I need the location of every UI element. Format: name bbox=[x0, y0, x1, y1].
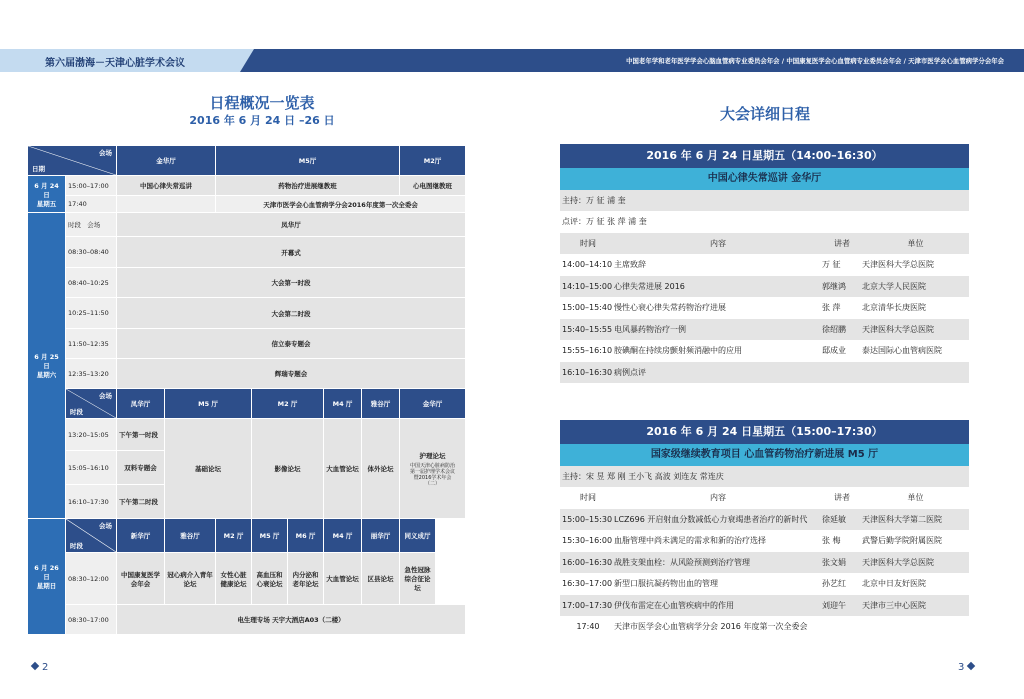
event-cell: 高血压和心衰论坛 bbox=[252, 553, 288, 605]
header-bar bbox=[0, 49, 1024, 72]
table-row bbox=[560, 362, 969, 384]
row-time: 14:10–15:00 bbox=[562, 281, 613, 291]
row-speaker: 孙艺红 bbox=[822, 579, 846, 589]
slot-label: 时段 bbox=[68, 221, 81, 229]
organizers-text: 中国老年学和老年医学学会心脑血管病专业委员会年会 / 中国康复医学会心血管病专业委员会年会 / 天津市医学会心血管病学分会年会 bbox=[626, 57, 1004, 65]
table-header-row bbox=[560, 488, 969, 510]
row-content: 战胜支架血栓：从风险预测到治疗管理 bbox=[614, 557, 750, 567]
table-row bbox=[560, 255, 969, 277]
row-time: 16:00–16:30 bbox=[562, 557, 613, 567]
time-cell: 15:00–17:00 bbox=[66, 176, 117, 196]
table-row bbox=[560, 298, 969, 320]
event-cell: 双料专题会 bbox=[117, 451, 165, 485]
row-unit: 天津医科大学总医院 bbox=[862, 260, 934, 270]
event-cell: 中国康复医学会年会 bbox=[117, 553, 165, 605]
row-time: 15:00–15:30 bbox=[562, 514, 613, 524]
page-number-right bbox=[958, 662, 978, 673]
row-time: 15:30–16:00 bbox=[562, 536, 613, 546]
venue-date-header bbox=[28, 146, 117, 176]
col-head: M2 厅 bbox=[252, 389, 324, 419]
th-content: 内容 bbox=[710, 238, 726, 248]
date-label: 日期 bbox=[32, 165, 45, 173]
th-unit: 单位 bbox=[907, 238, 924, 248]
th-content: 内容 bbox=[710, 493, 726, 503]
overview-title: 日程概况一览表 bbox=[209, 94, 315, 112]
time-cell: 08:30–08:40 bbox=[66, 237, 117, 268]
table-row bbox=[560, 531, 969, 553]
nursing-forum-cell bbox=[400, 419, 466, 519]
chair-row: 主持：万 征 浦 奎 bbox=[560, 190, 969, 212]
row-content: 胺碘酮在持续房颤射频消融中的应用 bbox=[614, 346, 742, 356]
row-unit: 泰达国际心血管病医院 bbox=[862, 346, 942, 356]
reviewer-row: 点评：万 征 张 萍 浦 奎 bbox=[560, 212, 969, 234]
event-cell: 电生理专场 天宇大酒店A03（二楼） bbox=[117, 605, 466, 635]
hall-head: 凤华厅 bbox=[117, 213, 466, 237]
event-cell: 女性心脏健康论坛 bbox=[216, 553, 252, 605]
row-time: 15:40–15:55 bbox=[562, 324, 613, 334]
row-time: 14:00–14:10 bbox=[562, 260, 613, 270]
event-cell: 区县论坛 bbox=[362, 553, 400, 605]
event-cell: 体外论坛 bbox=[362, 419, 400, 519]
event-cell: 天津市医学会心血管病学分会2016年度第一次全委会 bbox=[216, 196, 466, 213]
nursing-forum-sub: 中国天津心脏病防治第一届护理学术会议暨2016学术年会（二） bbox=[410, 462, 456, 487]
col-head-m2: M2厅 bbox=[400, 146, 466, 176]
row-content: LCZ696 开启射血分数减低心力衰竭患者治疗的新时代 bbox=[614, 514, 808, 524]
overview-date: 2016 年 6 月 24 日 –26 日 bbox=[189, 114, 335, 127]
day-label-26: 6 月 26 日 星期日 bbox=[28, 519, 66, 635]
table-row bbox=[560, 574, 969, 596]
venue-slot-header bbox=[66, 519, 117, 553]
session-topic-bar: 国家级继续教育项目 心血管药物治疗新进展 M5 厅 bbox=[560, 444, 969, 466]
col-head: 丽华厅 bbox=[362, 519, 400, 553]
venue-label: 会场 bbox=[99, 392, 112, 400]
row-time: 17:00–17:30 bbox=[562, 600, 613, 610]
row-unit: 天津市三中心医院 bbox=[862, 600, 926, 610]
row-speaker: 万 征 bbox=[822, 260, 841, 270]
row-content: 心律失常进展 2016 bbox=[614, 281, 685, 291]
table-row bbox=[560, 341, 969, 363]
slot-label: 时段 bbox=[70, 408, 83, 416]
time-cell: 08:30–12:00 bbox=[66, 553, 117, 605]
venue-label: 会场 bbox=[99, 522, 112, 530]
col-head: 凤华厅 bbox=[117, 389, 165, 419]
event-cell: 中国心律失常巡讲 bbox=[117, 176, 216, 196]
event-cell: 基础论坛 bbox=[165, 419, 252, 519]
event-cell: 冠心病介入青年论坛 bbox=[165, 553, 216, 605]
row-unit: 北京中日友好医院 bbox=[862, 579, 926, 589]
event-cell: 大会第一时段 bbox=[117, 268, 466, 298]
table-row bbox=[560, 319, 969, 341]
th-unit: 单位 bbox=[907, 493, 924, 503]
row-unit: 北京大学人民医院 bbox=[862, 281, 926, 291]
row-unit: 天津医科大学第二医院 bbox=[862, 514, 942, 524]
table-row bbox=[560, 595, 969, 617]
col-head: M4 厅 bbox=[324, 389, 362, 419]
row-content: 慢性心衰心律失常药物治疗进展 bbox=[614, 303, 726, 313]
event-cell: 下午第一时段 bbox=[117, 419, 165, 451]
page-number: 2 bbox=[42, 662, 49, 673]
chair-row: 主持：宋 昱 郑 刚 王小飞 高波 刘连友 常连庆 bbox=[560, 466, 969, 488]
session-date-bar: 2016 年 6 月 24 日星期五（15:00–17:30） bbox=[560, 420, 969, 444]
time-cell: 17:40 bbox=[66, 196, 117, 213]
diamond-icon bbox=[967, 662, 975, 670]
slot-label: 时段 bbox=[70, 542, 83, 550]
row-content: 主席致辞 bbox=[614, 260, 646, 270]
slot-venue-head bbox=[66, 213, 117, 237]
nursing-forum-title: 护理论坛 bbox=[419, 451, 446, 460]
session-date-bar: 2016 年 6 月 24 日星期五（14:00–16:30） bbox=[560, 144, 969, 168]
row-time: 17:40 bbox=[576, 622, 600, 632]
th-time: 时间 bbox=[580, 493, 596, 503]
session-topic-bar: 中国心律失常巡讲 金华厅 bbox=[560, 168, 969, 190]
row-unit: 北京清华长庚医院 bbox=[862, 303, 926, 313]
row-time: 16:10–16:30 bbox=[562, 367, 613, 377]
event-cell: 信立泰专题会 bbox=[117, 329, 466, 359]
col-head: 雅谷厅 bbox=[165, 519, 216, 553]
table-row bbox=[560, 509, 969, 531]
empty-cell bbox=[117, 196, 216, 213]
time-cell: 08:30–17:00 bbox=[66, 605, 117, 635]
conference-title: 第六届渤海－天津心脏学术会议 bbox=[0, 49, 240, 72]
time-cell: 10:25–11:50 bbox=[66, 298, 117, 329]
time-cell: 16:10–17:30 bbox=[66, 485, 117, 519]
row-content: 天津市医学会心血管病学分会 2016 年度第一次全委会 bbox=[614, 622, 808, 632]
col-head-jinhua: 金华厅 bbox=[117, 146, 216, 176]
col-head: M5 厅 bbox=[165, 389, 252, 419]
row-speaker: 邸成业 bbox=[822, 346, 846, 356]
page-number-left bbox=[28, 662, 48, 673]
header-tab-tip bbox=[240, 49, 254, 72]
row-speaker: 郭继鸿 bbox=[822, 281, 846, 291]
event-cell: 下午第二时段 bbox=[117, 485, 165, 519]
day-label-25: 6 月 25 日 星期六 bbox=[28, 213, 66, 519]
th-speaker: 讲者 bbox=[834, 493, 850, 503]
row-speaker: 徐绍鹏 bbox=[822, 324, 846, 334]
table-row bbox=[560, 552, 969, 574]
row-time: 16:30–17:00 bbox=[562, 579, 613, 589]
table-row bbox=[560, 617, 969, 639]
row-speaker: 张 梅 bbox=[822, 536, 841, 546]
event-cell: 辉瑞专题会 bbox=[117, 359, 466, 389]
row-unit: 天津医科大学总医院 bbox=[862, 557, 934, 567]
event-cell: 药物治疗进展继教班 bbox=[216, 176, 400, 196]
event-cell: 大血管论坛 bbox=[324, 553, 362, 605]
venue-label: 会场 bbox=[99, 149, 112, 157]
time-cell: 08:40–10:25 bbox=[66, 268, 117, 298]
event-cell: 大会第二时段 bbox=[117, 298, 466, 329]
event-cell: 影像论坛 bbox=[252, 419, 324, 519]
row-speaker: 刘迎午 bbox=[822, 600, 846, 610]
row-speaker: 张 萍 bbox=[822, 303, 841, 313]
day-label-24: 6 月 24 日 星期五 bbox=[28, 176, 66, 213]
col-head: 新华厅 bbox=[117, 519, 165, 553]
time-cell: 12:35–13:20 bbox=[66, 359, 117, 389]
col-head: M4 厅 bbox=[324, 519, 362, 553]
table-row bbox=[560, 276, 969, 298]
venue-label: 会场 bbox=[87, 221, 101, 229]
th-speaker: 讲者 bbox=[834, 238, 850, 248]
col-head: 金华厅 bbox=[400, 389, 466, 419]
row-content: 伊伐布雷定在心血管疾病中的作用 bbox=[614, 600, 734, 610]
col-head: 雅谷厅 bbox=[362, 389, 400, 419]
col-head: M6 厅 bbox=[288, 519, 324, 553]
row-content: 新型口服抗凝药物出血的管理 bbox=[614, 579, 718, 589]
row-time: 15:55–16:10 bbox=[562, 346, 613, 356]
event-cell: 急性冠脉综合征论坛 bbox=[400, 553, 436, 605]
row-unit: 武警后勤学院附属医院 bbox=[862, 536, 942, 546]
time-cell: 15:05–16:10 bbox=[66, 451, 117, 485]
row-content: 血脂管理中尚未满足的需求和新的治疗选择 bbox=[614, 536, 766, 546]
page-number: 3 bbox=[958, 662, 965, 673]
time-cell: 13:20–15:05 bbox=[66, 419, 117, 451]
session-block-1 bbox=[560, 144, 969, 384]
th-time: 时间 bbox=[580, 238, 596, 248]
col-head-m5: M5厅 bbox=[216, 146, 400, 176]
row-speaker: 徐延敏 bbox=[822, 514, 846, 524]
overview-table bbox=[27, 145, 466, 635]
col-head: M2 厅 bbox=[216, 519, 252, 553]
event-cell: 心电图继教班 bbox=[400, 176, 466, 196]
time-cell: 11:50–12:35 bbox=[66, 329, 117, 359]
row-content: 电风暴药物治疗一例 bbox=[614, 324, 686, 334]
event-cell: 大血管论坛 bbox=[324, 419, 362, 519]
session-block-2 bbox=[560, 420, 969, 638]
table-header-row bbox=[560, 233, 969, 255]
row-unit: 天津医科大学总医院 bbox=[862, 324, 934, 334]
diamond-icon bbox=[31, 662, 39, 670]
event-cell: 开幕式 bbox=[117, 237, 466, 268]
venue-slot-header bbox=[66, 389, 117, 419]
event-cell: 内分泌和老年论坛 bbox=[288, 553, 324, 605]
row-time: 15:00–15:40 bbox=[562, 303, 613, 313]
col-head: 同义成厅 bbox=[400, 519, 436, 553]
col-head: M5 厅 bbox=[252, 519, 288, 553]
row-speaker: 张文娟 bbox=[822, 557, 846, 567]
detail-title: 大会详细日程 bbox=[719, 105, 810, 123]
row-content: 病例点评 bbox=[614, 367, 646, 377]
